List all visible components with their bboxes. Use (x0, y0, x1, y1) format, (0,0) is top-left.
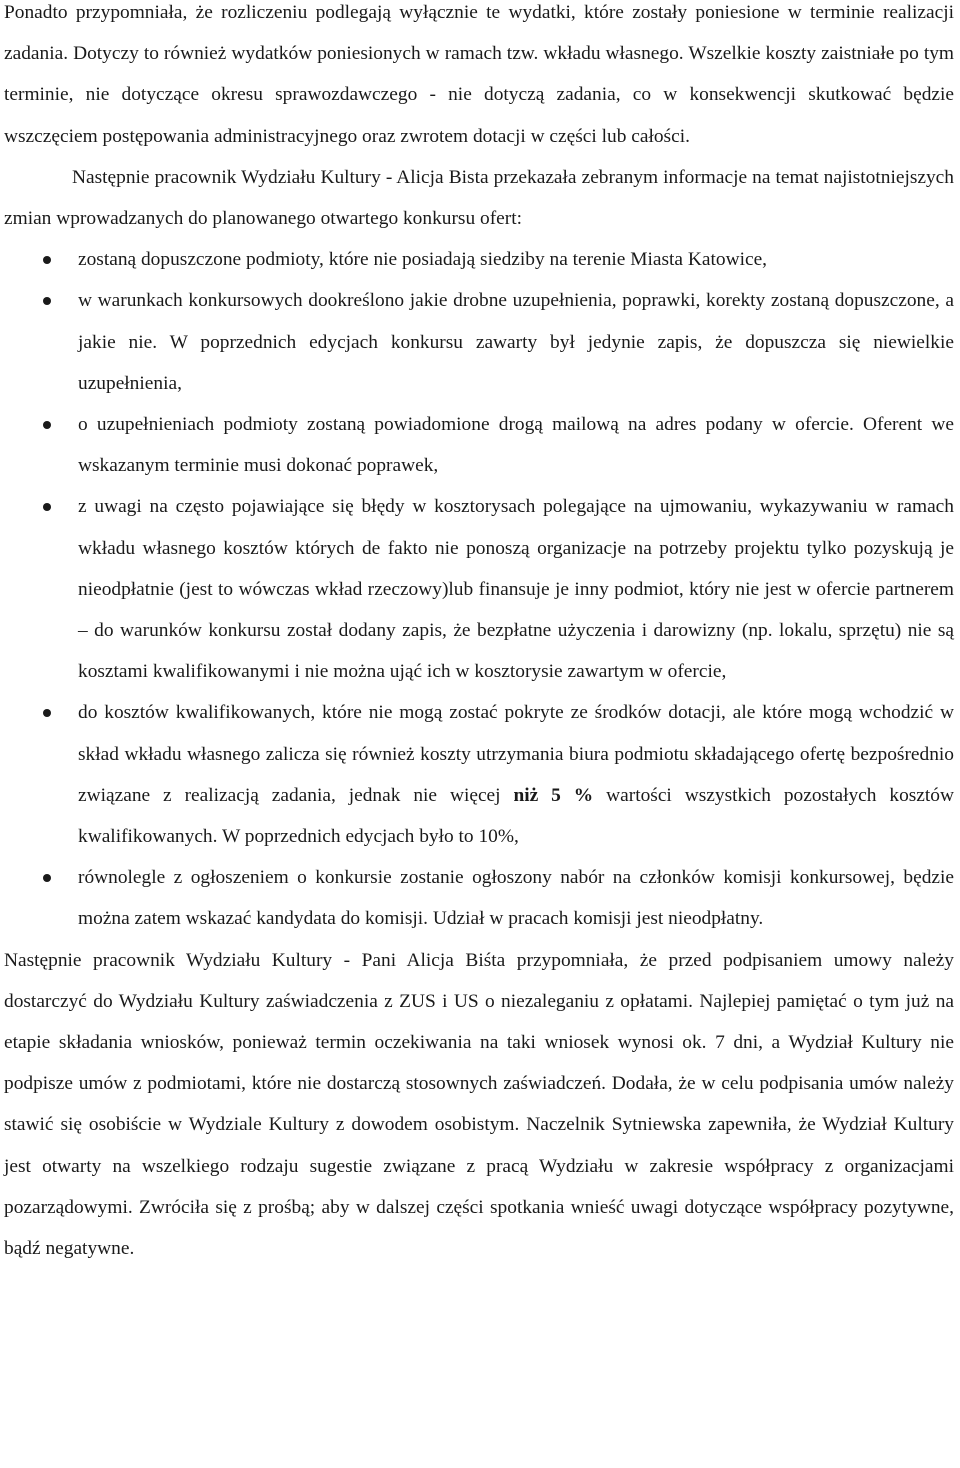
bullet-icon (43, 421, 51, 429)
list-item-text (78, 702, 954, 847)
list-item-text: z uwagi na często pojawiające się błędy w kosztorysach polegające na ujmowaniu, wykazywaniu w ramach wkładu własnego kosztów których de fakto nie ponoszą organizacje na potrzeby projektu tylko pozyskują je nieodpłatnie (jest to wówczas wkład rzeczowy)lub finansuje je inny podmiot, który nie jest w ofercie partnerem – do warunków konkursu został dodany zapis, że bezpłatne użyczenia i darowizny (np. lokalu, sprzętu) nie są kosztami kwalifikowanymi i nie można ująć ich w kosztorysie zawartym w ofercie, (78, 496, 954, 683)
list-item-text-end: wartości wszystkich pozostałych kosztów kwalifikowanych. W poprzednich edycjach było to 10%, (78, 784, 955, 848)
list-item (4, 280, 954, 404)
list-item (4, 692, 954, 857)
bullet-icon (43, 503, 51, 511)
list-item-text: zostaną dopuszczone podmioty, które nie posiadają siedziby na terenie Miasta Katowice, (78, 249, 768, 271)
list-item-text: równolegle z ogłoszeniem o konkursie zostanie ogłoszony nabór na członków komisji konkursowej, będzie można zatem wskazać kandydata do komisji. Udział w pracach komisji jest nieodpłatny. (78, 867, 954, 930)
changes-list (4, 239, 954, 939)
bullet-icon (43, 297, 51, 305)
bullet-icon (43, 256, 51, 264)
list-item-text: o uzupełnieniach podmioty zostaną powiadomione drogą mailową na adres podany w ofercie. Oferent we wskazanym terminie musi dokonać poprawek, (78, 414, 954, 477)
paragraph-settlement-rules: Ponadto przypomniała, że rozliczeniu podlegają wyłącznie te wydatki, które zostały poniesione w terminie realizacji zadania. Dotyczy to również wydatków poniesionych w ramach tzw. wkładu własnego. Wszelkie koszty zaistniałe po tym terminie, nie dotyczące okresu sprawozdawczego - nie dotyczą zadania, co w konsekwencji skutkować będzie wszczęciem postępowania administracyjnego oraz zwrotem dotacji w części lub całości. (4, 2, 954, 147)
bullet-icon (43, 709, 51, 717)
emphasized-limit: niż 5 % (513, 784, 594, 806)
list-item-text: w warunkach konkursowych dookreślono jakie drobne uzupełnienia, poprawki, korekty zostaną dopuszczone, a jakie nie. W poprzednich edycjach konkursu zawarty był jedynie zapis, że dopuszcza się niewielkie uzupełnienia, (78, 290, 954, 394)
list-item (4, 486, 954, 692)
document-page (4, 0, 954, 1269)
list-item (4, 404, 954, 486)
list-item-text-start: do kosztów kwalifikowanych, które nie mogą zostać pokryte ze środków dotacji, ale które mogą wchodzić w skład wkładu własnego zalicza się również koszty utrzymania biura podmiotu składającego ofertę bezpośrednio związane z realizacją zadania, jednak nie więcej (78, 702, 954, 806)
paragraph-contract-requirements: Następnie pracownik Wydziału Kultury - Pani Alicja Biśta przypomniała, że przed podpisaniem umowy należy dostarczyć do Wydziału Kultury zaświadczenia z ZUS i US o niezaleganiu z opłatami. Najlepiej pamiętać o tym już na etapie składania wniosków, ponieważ termin oczekiwania na taki wniosek wynosi ok. 7 dni, a Wydział Kultury nie podpisze umów z podmiotami, które nie dostarczą stosownych zaświadczeń. Dodała, że w celu podpisania umów należy stawić się osobiście w Wydziale Kultury z dowodem osobistym. Naczelnik Sytniewska zapewniła, że Wydział Kultury jest otwarty na wszelkiego rodzaju sugestie związane z pracą Wydziału w zakresie współpracy z organizacjami pozarządowymi. Zwróciła się z prośbą; aby w dalszej części spotkania wnieść uwagi dotyczące współpracy pozytywne, bądź negatywne. (4, 949, 954, 1260)
paragraph-contest-changes-intro: Następnie pracownik Wydziału Kultury - Alicja Bista przekazała zebranym informacje na temat najistotniejszych zmian wprowadzanych do planowanego otwartego konkursu ofert: (4, 166, 954, 230)
list-item (4, 239, 954, 280)
list-item (4, 857, 954, 939)
bullet-icon (43, 874, 51, 882)
